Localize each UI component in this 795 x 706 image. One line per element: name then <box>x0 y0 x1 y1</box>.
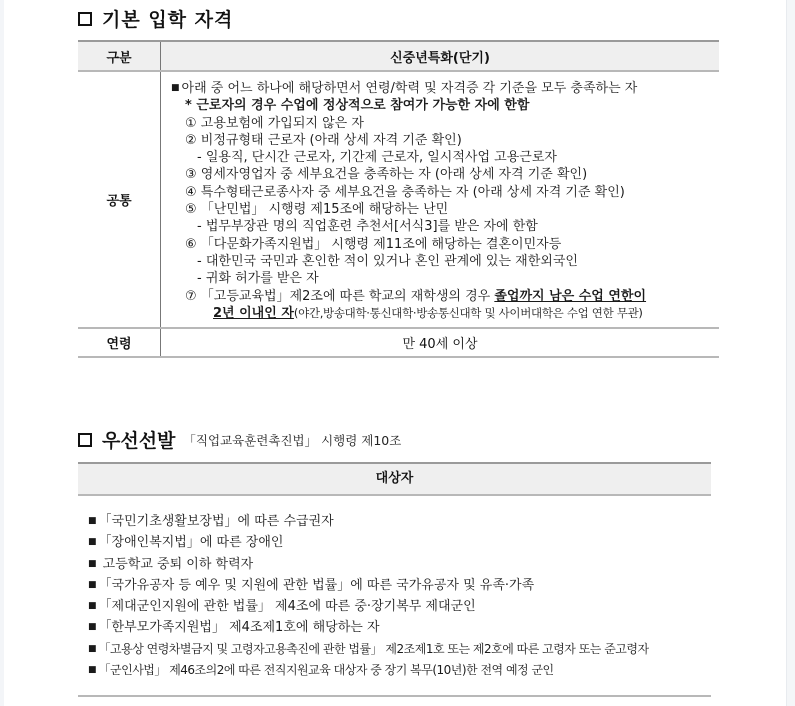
priority-table-bottom-rule <box>78 695 711 697</box>
requirement-note: * 근로자의 경우 수업에 정상적으로 참여가 가능한 자에 한함 <box>185 98 530 114</box>
common-requirements-cell <box>161 71 720 328</box>
row-label-common: 공통 <box>78 71 161 328</box>
requirement-item-3: ③ 영세자영업자 중 세부요건을 충족하는 자 (아래 상세 자격 기준 확인) <box>185 167 588 183</box>
section-subtitle: 「직업교육훈련촉진법」 시행령 제10조 <box>183 432 402 448</box>
page-left-margin <box>0 0 4 706</box>
checkbox-square-icon <box>78 12 92 26</box>
list-item: ■ 「국가유공자 등 예우 및 지원에 관한 법률」에 따른 국가유공자 및 유족·가족 <box>88 577 535 593</box>
square-bullet-icon: ■ <box>88 579 97 590</box>
requirement-subitem: - 법무부장관 명의 직업훈련 추천서[서식3]를 받은 자에 한함 <box>197 219 538 235</box>
section-title-priority-selection <box>78 426 401 453</box>
header-category: 구분 <box>78 41 161 71</box>
requirement-item-1: ① 고용보험에 가입되지 않은 자 <box>185 115 364 131</box>
requirement-item-7: ⑦ 「고등교육법」제2조에 따른 학교의 재학생의 경우 졸업까지 남은 수업 연한이 <box>185 288 647 304</box>
requirement-item-7-cont: 2년 이내인 자(야간,방송대학·통신대학·방송통신대학 및 사이버대학은 수업 연한 무관) <box>213 305 643 321</box>
table-row-common <box>78 71 719 328</box>
square-bullet-icon: ■ <box>88 516 97 526</box>
emphasis-text: 2년 이내인 자 <box>213 305 294 321</box>
requirement-item-5: ⑤ 「난민법」 시행령 제15조에 해당하는 난민 <box>185 202 449 218</box>
square-bullet-icon: ■ <box>88 622 97 633</box>
requirement-item-6: ⑥ 「다문화가족지원법」 시행령 제11조에 해당하는 결혼이민자등 <box>185 236 562 252</box>
list-item: ■ 「장애인복지법」에 따른 장애인 <box>88 535 284 551</box>
header-program: 신중년특화(단기) <box>161 41 720 71</box>
page-scrollbar-track[interactable] <box>786 0 795 706</box>
row-label-age: 연령 <box>78 328 161 357</box>
requirement-item-2: ② 비정규형태 근로자 (아래 상세 자격 기준 확인) <box>185 132 462 148</box>
list-item: ■ 「고용상 연령차별금지 및 고령자고용촉진에 관한 법률」 제2조제1호 또는 제2호에 따른 고령자 또는 준고령자 <box>88 641 649 656</box>
section-title-text: 기본 입학 자격 <box>102 9 234 31</box>
list-item: ■ 「제대군인지원에 관한 법률」 제4조에 따른 중·장기복무 제대군인 <box>88 599 476 615</box>
requirement-line: ■ 아래 중 어느 하나에 해당하면서 연령/학력 및 자격증 각 기준을 모두 충족하는 자 <box>171 81 638 96</box>
priority-list <box>88 511 649 681</box>
age-value: 만 40세 이상 <box>161 328 720 357</box>
square-bullet-icon: ■ <box>88 665 97 676</box>
emphasis-text: 졸업까지 남은 수업 연한이 <box>494 288 647 304</box>
square-bullet-icon: ■ <box>88 601 97 612</box>
list-item: ■ 「군인사법」 제46조의2에 따른 전직지원교육 대상자 중 장기 복무(10년)한 전역 예정 군인 <box>88 663 554 678</box>
basic-eligibility-table <box>78 40 719 358</box>
section-title-text: 우선선발 <box>102 430 176 452</box>
requirement-subitem: - 일용직, 단시간 근로자, 기간제 근로자, 일시적사업 고용근로자 <box>197 150 557 166</box>
table-header-row <box>78 41 719 71</box>
requirement-subitem: - 대한민국 국민과 혼인한 적이 있거나 혼인 관계에 있는 재한외국인 <box>197 253 578 269</box>
section-title-basic-eligibility <box>78 5 233 32</box>
square-bullet-icon: ■ <box>88 537 97 548</box>
priority-table-header: 대상자 <box>78 462 711 496</box>
list-item: ■ 「국민기초생활보장법」에 따른 수급권자 <box>88 514 334 529</box>
checkbox-square-icon <box>78 433 92 447</box>
requirement-item-4: ④ 특수형태근로종사자 중 세부요건을 충족하는 자 (아래 상세 자격 기준 확인) <box>185 184 625 200</box>
list-item: ■ 「한부모가족지원법」 제4조제1호에 해당하는 자 <box>88 620 380 636</box>
square-bullet-icon: ■ <box>88 643 97 654</box>
square-bullet-icon: ■ <box>171 83 180 93</box>
list-item: ■ 고등학교 중퇴 이하 학력자 <box>88 556 254 572</box>
square-bullet-icon: ■ <box>88 558 97 569</box>
requirement-subitem: - 귀화 허가를 받은 자 <box>197 271 319 287</box>
table-row-age <box>78 328 719 357</box>
